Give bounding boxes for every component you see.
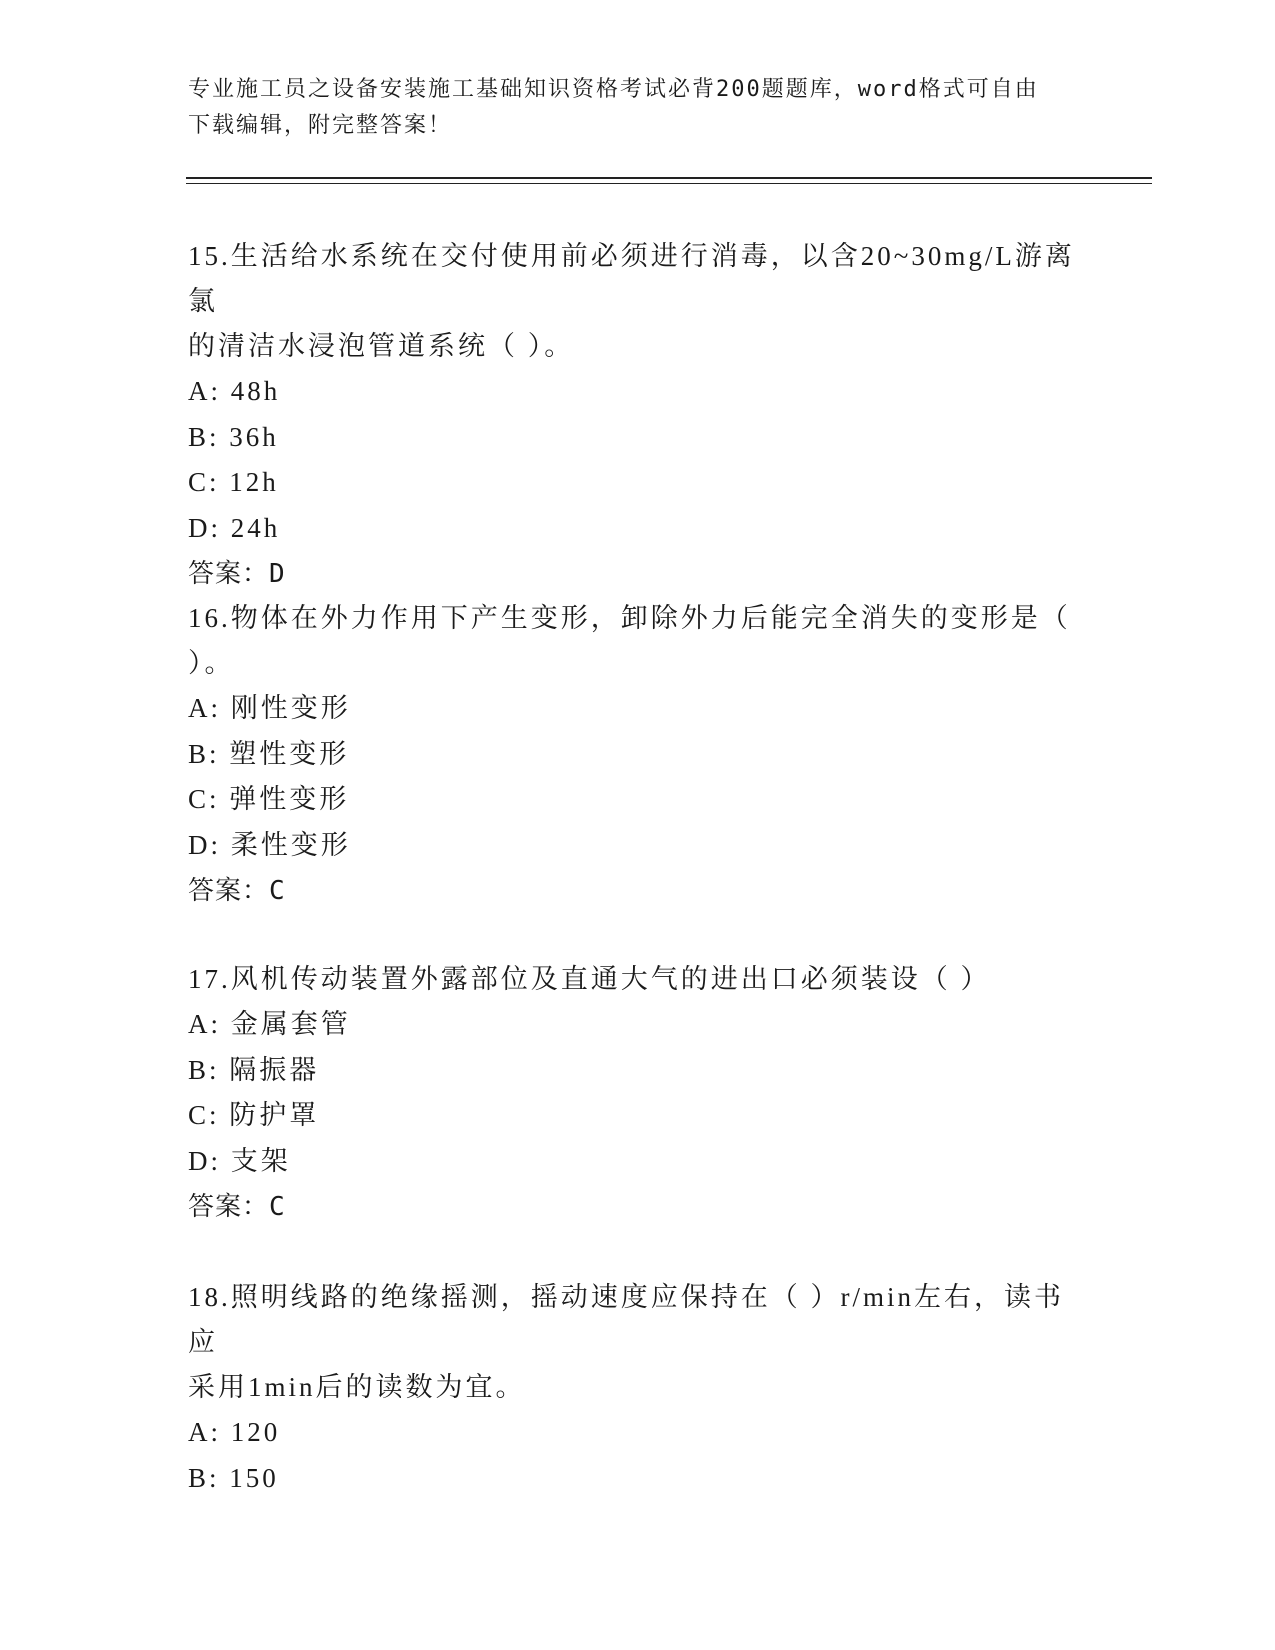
answer-line: 答案：C [188, 1192, 286, 1222]
option-d: D: 支架 [188, 1145, 291, 1176]
option-a: A: 120 [188, 1417, 281, 1447]
option-c: C: 12h [188, 467, 279, 497]
answer-line: 答案：C [188, 876, 286, 906]
option-b: B: 36h [188, 421, 279, 452]
document-header [188, 72, 1088, 144]
question-15 [188, 234, 1088, 597]
option-a: A: 48h [188, 376, 281, 406]
option-d: D: 24h [188, 512, 281, 543]
question-text-line: 17.风机传动装置外露部位及直通大气的进出口必须装设（ ） [188, 964, 991, 994]
header-divider-top [186, 177, 1152, 179]
option-c: C: 弹性变形 [188, 784, 350, 814]
header-line-1: 专业施工员之设备安装施工基础知识资格考试必背200题题库，word格式可自由 [188, 77, 1039, 102]
option-b: B: 隔振器 [188, 1054, 320, 1085]
question-18 [188, 1275, 1088, 1501]
answer-line: 答案：D [188, 559, 286, 589]
header-line-2: 下载编辑，附完整答案！ [188, 113, 453, 138]
option-a: A: 刚性变形 [188, 693, 351, 723]
option-b: B: 塑性变形 [188, 738, 350, 769]
option-d: D: 柔性变形 [188, 829, 351, 860]
option-b: B: 150 [188, 1462, 279, 1493]
question-text-line: 16.物体在外力作用下产生变形，卸除外力后能完全消失的变形是（ [188, 603, 1071, 633]
question-text-line: 的清洁水浸泡管道系统（ ）。 [188, 331, 575, 361]
option-c: C: 防护罩 [188, 1100, 320, 1130]
question-16 [188, 596, 1088, 914]
option-a: A: 金属套管 [188, 1009, 351, 1039]
question-text-line: ）。 [188, 648, 235, 678]
question-text-line: 18.照明线路的绝缘摇测，摇动速度应保持在（ ）r/min左右，读书应 [188, 1282, 1064, 1357]
question-text-line: 采用1min后的读数为宜。 [188, 1372, 526, 1402]
header-divider-bottom [186, 183, 1152, 184]
question-17 [188, 957, 1088, 1230]
question-text-line: 15.生活给水系统在交付使用前必须进行消毒，以含20~30mg/L游离氯 [188, 241, 1075, 316]
